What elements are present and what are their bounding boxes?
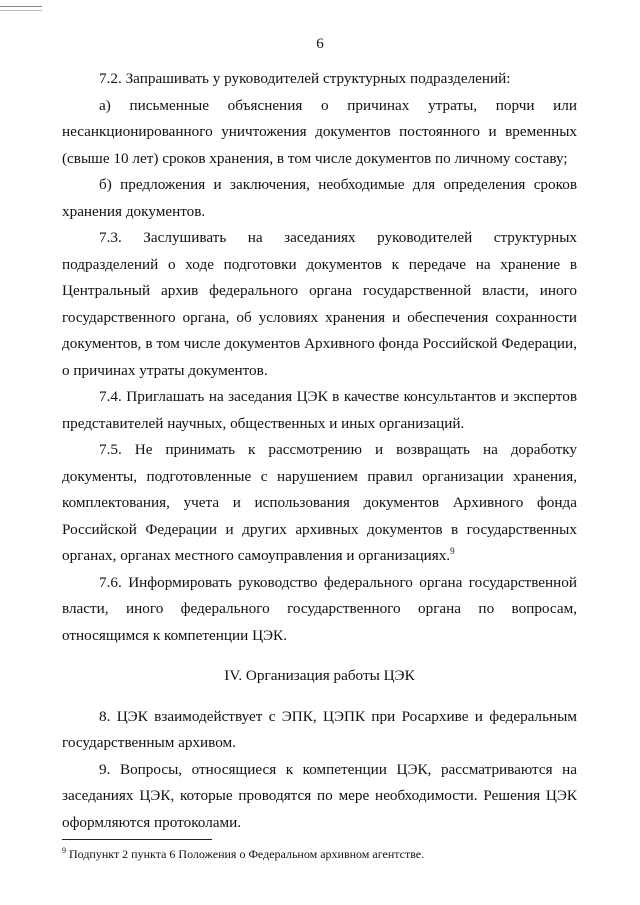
- scan-edge-line: [0, 6, 42, 7]
- paragraph-7-3: 7.3. Заслушивать на заседаниях руководителей структурных подразделений о ходе подготовки документов к передаче на хранение в Центральный архив федерального органа государственной власти, иного государственного органа, об условиях хранения и обеспечения сохранности документов, в том числе документов Архивного фонда Российской Федерации, о причинах утраты документов.: [62, 229, 577, 379]
- footnote-text: Подпункт 2 пункта 6 Положения о Федеральном архивном агентстве.: [66, 847, 425, 861]
- paragraph-9: 9. Вопросы, относящиеся к компетенции ЦЭК, рассматриваются на заседаниях ЦЭК, которые проводятся по мере необходимости. Решения ЦЭК оформляются протоколами.: [62, 760, 577, 831]
- footnote-marker: 9: [62, 846, 66, 855]
- paragraph-7-2-b: б) предложения и заключения, необходимые для определения сроков хранения документов.: [62, 176, 577, 220]
- page-number: 6: [316, 36, 324, 52]
- footnote-separator: [62, 839, 212, 840]
- section-heading: IV. Организация работы ЦЭК: [224, 667, 415, 684]
- body-text: [62, 66, 577, 836]
- footnote: [62, 846, 424, 862]
- paragraph-7-2-a: а) письменные объяснения о причинах утраты, порчи или несанкционированного уничтожения документов постоянного и временных (свыше 10 лет) сроков хранения, в том числе документов по личному составу;: [62, 96, 577, 167]
- paragraph-7-5-text: 7.5. Не принимать к рассмотрению и возвращать на доработку документы, подготовленные с нарушением правил организации хранения, комплектования, учета и использования документов Архивного фонда Российской Федерации и других архивных документов в государственных органах, органах местного самоуправления и организациях.: [62, 441, 577, 564]
- footnote-reference: 9: [450, 545, 455, 556]
- paragraph-8: 8. ЦЭК взаимодействует с ЭПК, ЦЭПК при Росархиве и федеральным государственным архивом.: [62, 707, 577, 751]
- paragraph-7-5: [62, 437, 577, 570]
- paragraph-7-6: 7.6. Информировать руководство федерального органа государственной власти, иного федерального государственного органа по вопросам, относящимся к компетенции ЦЭК.: [62, 573, 577, 644]
- paragraph-7-2: 7.2. Запрашивать у руководителей структурных подразделений:: [99, 70, 511, 87]
- paragraph-7-4: 7.4. Приглашать на заседания ЦЭК в качестве консультантов и экспертов представителей научных, общественных и иных организаций.: [62, 388, 577, 432]
- scan-edge-line: [0, 10, 42, 11]
